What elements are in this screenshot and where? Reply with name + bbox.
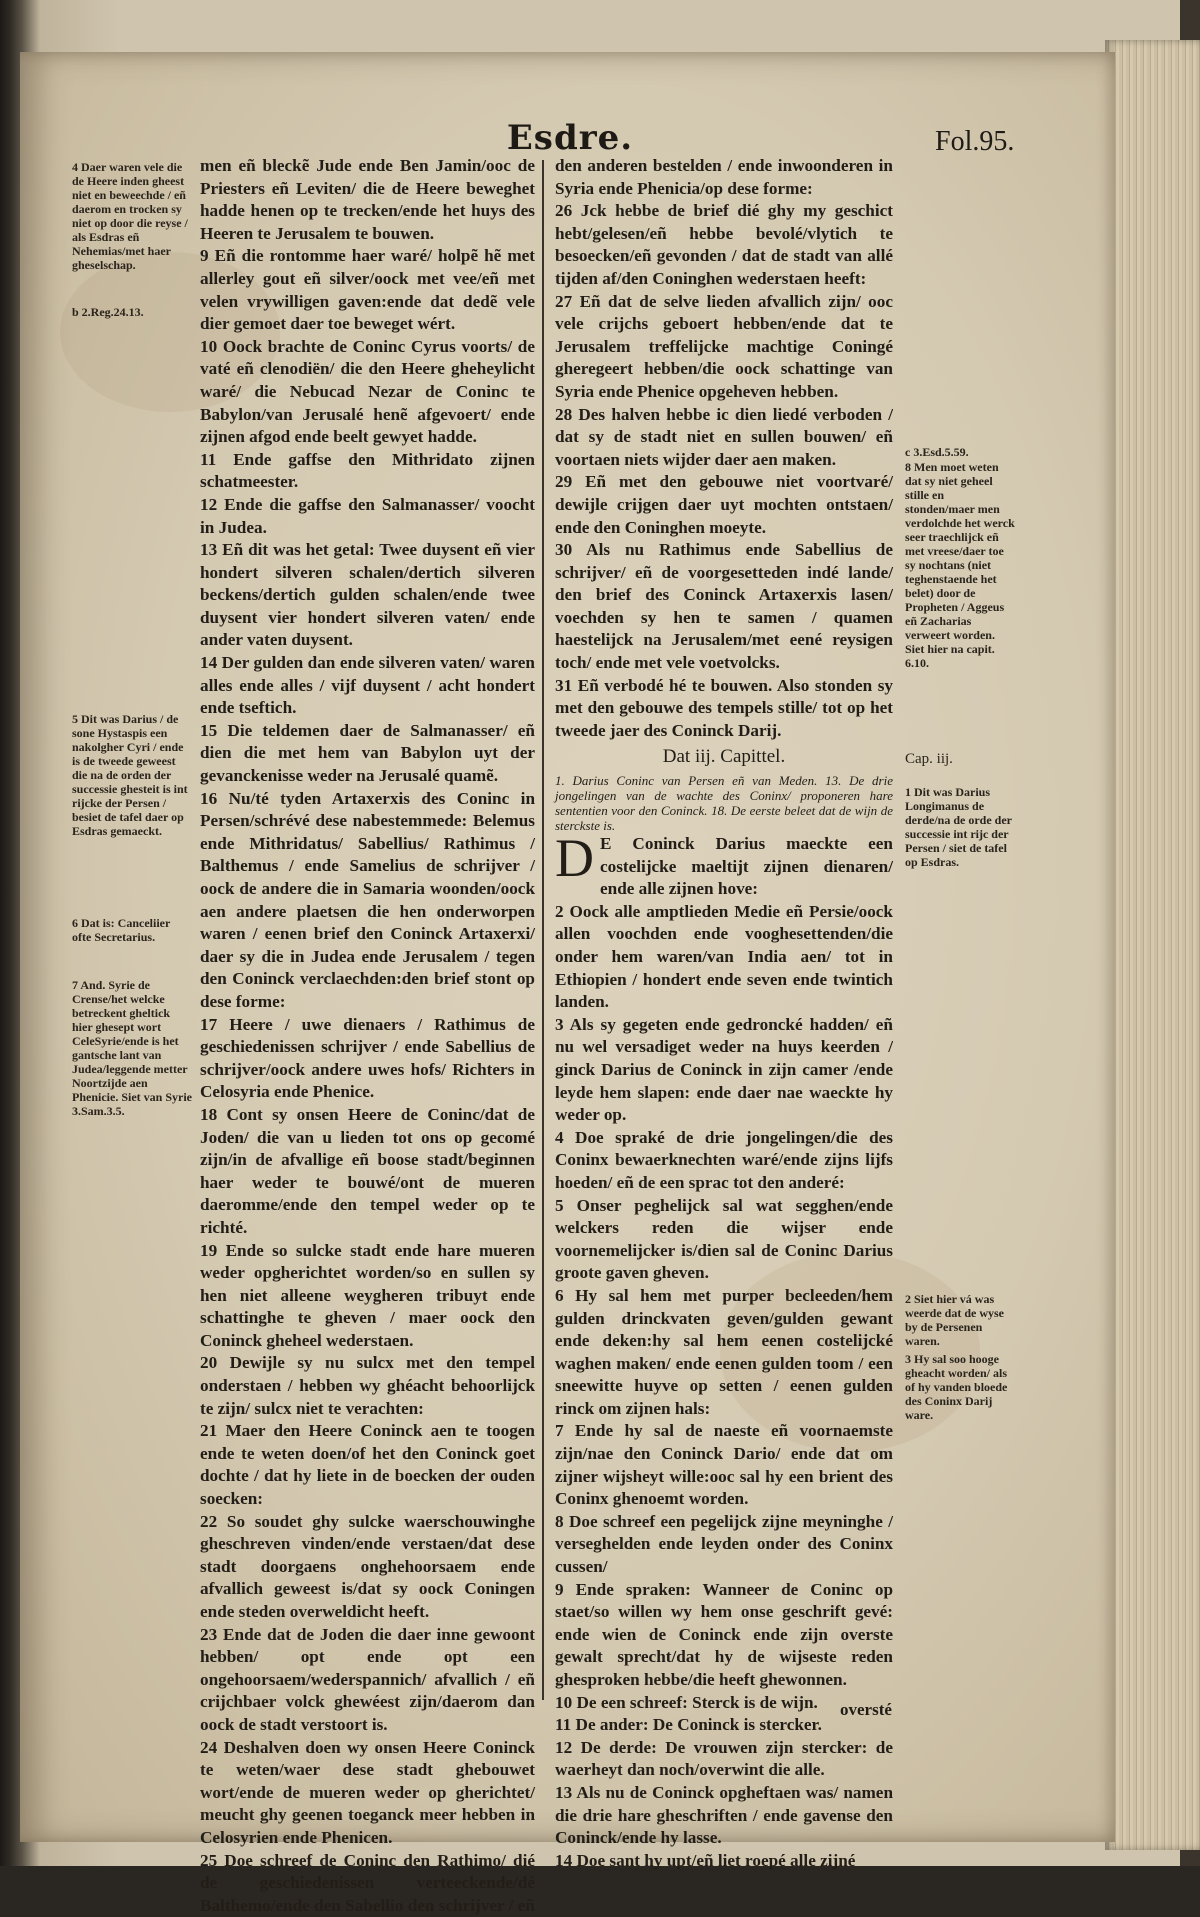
verse: 5 Onser peghelijck sal wat segghen/ende welckers reden die wijser ende voornemelijcker is/dien sal de Coninc Darius groote gaven gheven.	[555, 1195, 893, 1283]
text-column-right	[555, 155, 893, 1872]
verse: 18 Cont sy onsen Heere de Coninc/dat de Joden/ die van u lieden tot ons op gecomé zijn/in de afvallige eñ boose stadt/beginnen haer weder te bouwé/ont de mueren daeromme/ende den tempel weder op te richté.	[200, 1104, 535, 1237]
verse: 25 Doe schreef de Coninc den Rathimo/ dié de geschiedenissen verteeckende/dé Balthemo/ende den Sabellio den schrijver / eñ	[200, 1850, 535, 1915]
verse: 15 Die teldemen daer de Salmanasser/ eñ dien die met hem van Babylon uyt der gevanckenisse weder na Jerusalé quamẽ.	[200, 720, 535, 786]
text-column-left	[200, 155, 535, 1917]
verse: 8 Doe schreef een pegelijck zijne meyninghe / verseghelden ende leyden onder des Coninx cussen/	[555, 1511, 893, 1577]
book-title: Esdre.	[506, 118, 634, 158]
verse: 22 So soudet ghy sulcke waerschouwinghe gheschreven vinden/ende verstaen/dat dese stadt doorgaens onghehoorsaem ende afvallich geweest is/dat sy oock Coningen ende steden overweldicht heeft.	[200, 1511, 535, 1621]
verse: 7 Ende hy sal de naeste eñ voornaemste zijn/nae den Coninck Dario/ ende dat om zijner wijsheyt wille:ooc sal hy een brient des Coninx ghenoemt worden.	[555, 1421, 893, 1509]
verse: 6 Hy sal hem met purper becleeden/hem gulden drinckvaten geven/gulden gewant ende deken:hy sal hem eenen costelijcké waghen maken/ ende eenen gulden toom / een sneewitte huyve op setten / eenen gulden rinck om zijnen hals:	[555, 1285, 893, 1418]
catchword: oversté	[840, 1700, 892, 1719]
column-rule	[542, 160, 544, 1700]
verse: 17 Heere / uwe dienaers / Rathimus de geschiedenissen schrijver / ende Sabellius de schrijver/oock andere uwes hofs/ Richters in Celosyria ende Phenice.	[200, 1014, 535, 1102]
margin-note-right: 3 Hy sal soo hooge gheacht worden/ als of hy vanden bloede des Coninx Darij ware.	[905, 1352, 1008, 1422]
verse: 30 Als nu Rathimus ende Sabellius de schrijver/ eñ de voorgesetteden indé lande/ den brief des Coninck Artaxerxis lasen/ voechden sy hen te samen / quamen haestelijck na Jerusalem/met eené reysigen toch/ ende met vele voetvolcks.	[555, 540, 893, 673]
folio-number: Fol.95.	[935, 126, 1015, 157]
verse: 28 Des halven hebbe ic dien liedé verboden / dat sy de stadt niet en sullen bouwen/ eñ voortaen niets wijder daer aen maken.	[555, 404, 893, 469]
chapter-heading: Dat iij. Capittel.	[662, 746, 786, 768]
verse: 16 Nu/té tyden Artaxerxis des Coninc in Persen/schrévé dese nabestemmede: Belemus ende Mithridatus/ Sabellius/ Rathimus / Balthemus / ende Samelius de schrijver / oock de andere die in Samaria woonden/oock aen andere plaetsen die hen onderworpen waren / eenen brief den Coninck Artaxerxi/ daer sy die in Judea ende Jerusalem / tegen den Coninck verclaechden:den brief stont op dese forme:	[200, 788, 535, 1011]
chapter-marker: Cap. iij.	[905, 751, 953, 767]
chapter-summary: 1. Darius Coninc van Persen eñ van Meden. 13. De drie jongelingen van de wachte des Coninx/ proponeren hare sententien voor den Coninck. 18. De eerste beleet dat de wijn de sterckste is.	[555, 773, 893, 834]
verse: 10 Oock brachte de Coninc Cyrus voorts/ de vaté eñ clenodiën/ die den Heere gheheylicht waré/ die Nebucad Nezar de Coninc te Babylon/van Jerusalé henẽ afgevoert/ ende zijnen afgod ende beelt gewyet hadde.	[200, 336, 535, 447]
verse: 13 Eñ dit was het getal: Twee duysent eñ vier hondert silveren schalen/dertich silveren beckens/dertich gulden schalen/ende twee duysent vier hondert silveren vaten/ ende ander vaten duysent.	[200, 540, 535, 650]
margin-note-left: 7 And. Syrie de Crense/het welcke betreckent gheltick hier ghesept wort CeleSyrie/ende is het gantsche lant van Judea/leggende metter Noortzijde aen Phenicie. Siet van Syrie 3.Sam.3.5.	[72, 978, 192, 1118]
verse: 31 Eñ verbodé hé te bouwen. Also stonden sy met den gebouwe des tempels stille/ tot op het tweede jaer des Coninck Darij.	[555, 675, 893, 740]
margin-note-right: 8 Men moet weten dat sy niet geheel stille en stonden/maer men verdolchde het werck seer traechlijck eñ met vreese/daer toe sy nochtans (niet teghenstaende het belet) door de Propheten / Aggeus eñ Zacharias verweert worden. Siet hier na capit. 6.10.	[905, 460, 1015, 670]
verse: 13 Als nu de Coninck opgheftaen was/ namen die drie hare gheschriften / ende gavense den Coninck/ende hy lasse.	[555, 1782, 893, 1848]
verse: 27 Eñ dat de selve lieden afvallich zijn/ ooc vele crijchs geboert hebben/ende dat te Jerusalem treffelijcke machtige Coningé gheregeert hebben/die oock schattinge van Syria ende Phenice opgeheven hebben.	[555, 291, 893, 401]
margin-note-right: c 3.Esd.5.59.	[905, 445, 969, 459]
verse: 29 Eñ met den gebouwe niet voortvaré/ dewijle crijgen daer uyt mochten ontstaen/ ende den Coninghen moeyte.	[555, 472, 893, 537]
verse: den anderen bestelden / ende inwoonderen in Syria ende Phenicia/op dese forme:	[555, 156, 893, 198]
verse: 23 Ende dat de Joden die daer inne gewoont hebben/ opt ende opt een ongehoorsaem/wederspannich/ afvallich / eñ crijchbaer volck ghewéest zijn/daerom dan oock de stadt verstoort is.	[200, 1624, 535, 1734]
verse: 10 De een schreef: Sterck is de wijn.	[555, 1692, 818, 1712]
verse: 11 De ander: De Coninck is stercker.	[555, 1715, 822, 1735]
verse: 4 Doe spraké de drie jongelingen/die des Coninx bewaerknechten waré/ende zijns lijfs hoeden/ eñ de een sprac tot den anderé:	[555, 1127, 893, 1192]
verse: 12 De derde: De vrouwen zijn stercker: de waerheyt dan noch/overwint die alle.	[555, 1737, 893, 1780]
verse: 2 Oock alle amptlieden Medie eñ Persie/oock allen voochden ende vooghesettenden/die onder hem waren/van India aen/ tot in Ethiopien / hondert ende seven ende twintich landen.	[555, 901, 893, 1012]
verse: 11 Ende gaffse den Mithridato zijnen schatmeester.	[200, 449, 535, 492]
verse: men eñ bleckẽ Jude ende Ben Jamin/ooc de Priesters eñ Leviten/ die de Heere beweghet hadde henen op te trecken/ende het huys des Heeren te Jerusalem te bouwen.	[200, 156, 535, 243]
margin-note-left: 4 Daer waren vele die de Heere inden gheest niet en beweechde / eñ daerom en trocken sy niet op door die reyse / als Esdras eñ Nehemias/met haer gheselschap.	[72, 160, 188, 272]
verse: 24 Deshalven doen wy onsen Heere Coninck te weten/waer dese stadt ghebouwet wort/ende de mueren weder op gherichtet/ meucht ghy geenen toeganck meer hebben in Celosyrien ende Phenicen.	[200, 1737, 535, 1847]
drop-cap: D	[555, 828, 594, 889]
verse: 26 Jck hebbe de brief dié ghy my geschict hebt/gelesen/eñ hebbe bevolé/vlytich te besoecken/eñ gevonden / dat de stadt van allé tijden af/den Coninghen wederstaen heeft:	[555, 201, 893, 288]
verse: 14 Doe sant hy upt/eñ liet roepé alle zijné	[555, 1850, 856, 1870]
verse: 3 Als sy gegeten ende gedroncké hadden/ eñ nu wel versadiget weder na huys keerden / ginck Darius de Coninck in zijn camer /ende leyde hem slapen: ende daer nae waeckte hy weder op.	[555, 1014, 893, 1125]
verse: 20 Dewijle sy nu sulcx met den tempel onderstaen / hebben wy ghéacht behoorlijck te zijn/ sulcx niet te verachten:	[200, 1353, 535, 1418]
margin-note-left: 5 Dit was Darius / de sone Hystaspis een nakolgher Cyri / ende is de tweede geweest die na de orden der successie ghesteit is int rijcke der Persen / besiet de tafel daer op Esdras gemaeckt.	[72, 712, 188, 838]
margin-note-right: 2 Siet hier vá was weerde dat de wyse by de Persenen waren.	[905, 1292, 1004, 1348]
verse: 21 Maer den Heere Coninck aen te toogen ende te weten doen/of het den Coninck goet dochte / dat hy liete in de boecken der ouden soecken:	[200, 1421, 535, 1509]
margin-note-left: b 2.Reg.24.13.	[72, 305, 144, 319]
verse: 19 Ende so sulcke stadt ende hare mueren weder opgherichtet worden/so en sullen sy hen niet alleene weygheren tribuyt ende schattinghe te gheven / maer oock den Coninck gheheel wederstaen.	[200, 1240, 535, 1350]
chapter-first-verse	[555, 828, 893, 901]
verse: 9 Ende spraken: Wanneer de Coninc op staet/so willen wy hem onse geschrift gevé: ende wien de Coninck ende zijn overste gewalt sprecht/dat hy de wijseste reden ghesproken hebbe/die heeft ghewonnen.	[555, 1579, 893, 1689]
page-fore-edge	[1105, 40, 1200, 1850]
verse: 14 Der gulden dan ende silveren vaten/ waren alles ende alles / vijf duysent / acht hondert ende tseftich.	[200, 653, 535, 718]
verse: 12 Ende die gaffse den Salmanasser/ voocht in Judea.	[200, 494, 535, 537]
margin-note-right: 1 Dit was Darius Longimanus de derde/na de orde der successie int rijc der Persen / siet de tafel op Esdras.	[905, 785, 1012, 869]
first-verse-text: E Coninck Darius maeckte een costelijcke maeltijt zijnen dienaren/ ende alle zijnen hove:	[600, 834, 893, 899]
verse: 9 Eñ die rontomme haer waré/ holpẽ hẽ met allerley gout eñ silver/oock met vee/eñ met velen vrywilligen gaven:ende dat dedẽ vele dier gemoet daer toe beweget wért.	[200, 246, 535, 334]
margin-note-left: 6 Dat is: Canceliier ofte Secretarius.	[72, 916, 171, 944]
